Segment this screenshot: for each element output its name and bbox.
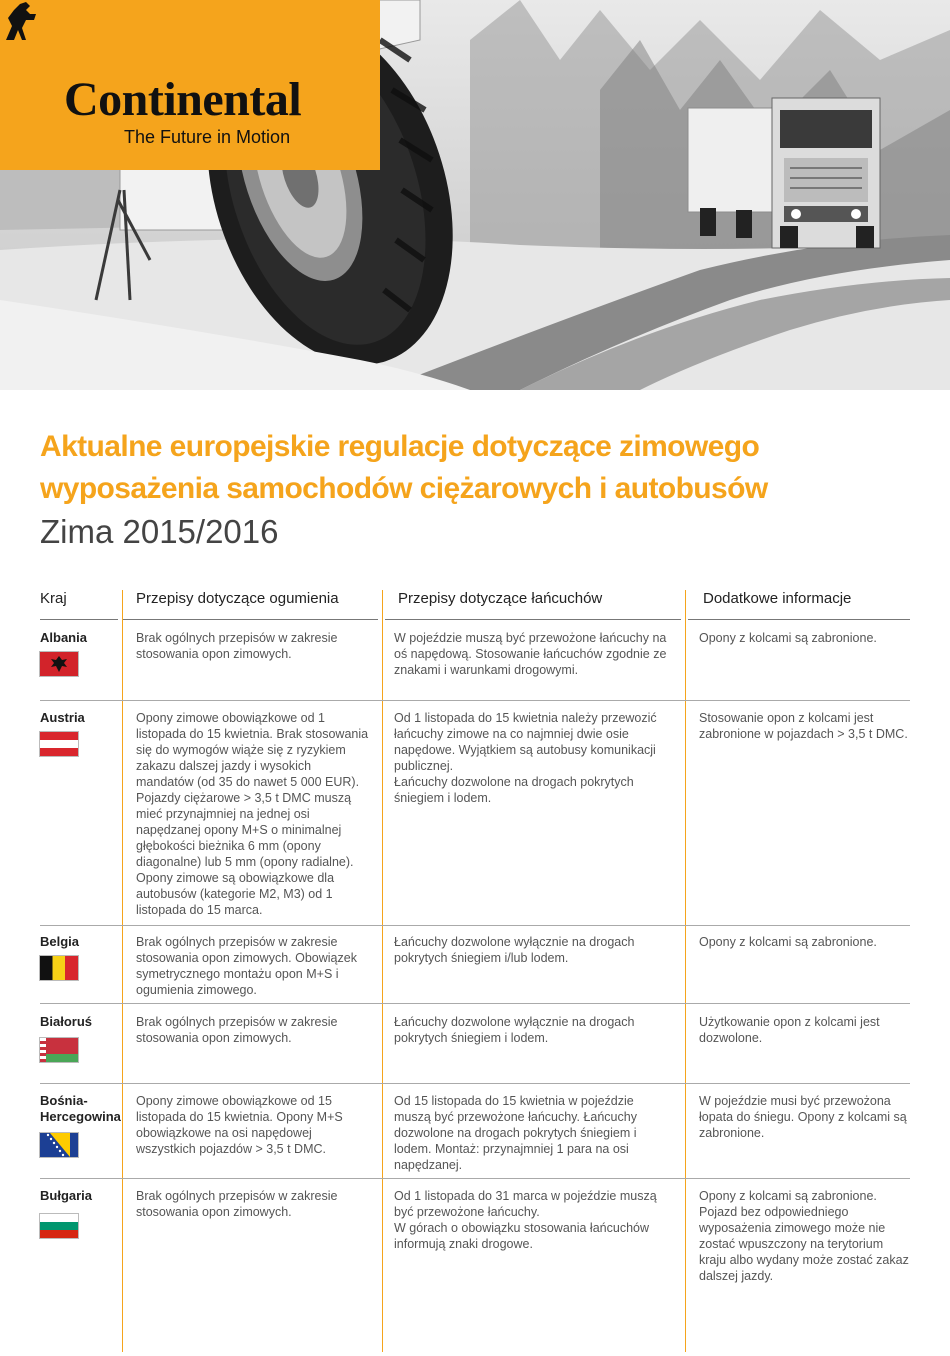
country-name: Albania <box>40 630 87 645</box>
chains-rule: Łańcuchy dozwolone wyłącznie na drogach pokrytych śniegiem i lodem. <box>394 1015 635 1045</box>
tires-rule: Brak ogólnych przepisów w zakresie stosowania opon zimowych. Obowiązek symetrycznego montażu opon M+S i ogumienia zimowego. <box>136 935 357 997</box>
country-name: Białoruś <box>40 1014 93 1029</box>
tires-rule: Brak ogólnych przepisów w zakresie stosowania opon zimowych. <box>136 631 338 661</box>
eagle-icon <box>40 652 78 676</box>
chains-rule: Od 1 listopada do 31 marca w pojeździe muszą być przewożone łańcuchy. W górach o obowiązku stosowania łańcuchów informują znaki drogowe. <box>394 1189 657 1251</box>
season-subtitle: Zima 2015/2016 <box>40 513 279 550</box>
country-name: Austria <box>40 710 85 725</box>
flag-triangle <box>40 1133 78 1157</box>
chains-rule: W pojeździe muszą być przewożone łańcuchy na oś napędową. Stosowanie łańcuchów zgodnie ze znakami i warunkami drogowymi. <box>394 631 667 677</box>
row-divider <box>40 1003 910 1004</box>
chains-rule: Od 1 listopada do 15 kwietnia należy przewozić łańcuchy zimowe na co najmniej dwie osie napędowe. Wyjątkiem są autobusy komunikacji publicznej. Łańcuchy dozwolone na drogach pokrytych śniegiem i lodem. <box>394 711 657 805</box>
title-line-1: Aktualne europejskie regulacje dotyczące zimowego <box>40 430 760 463</box>
divider <box>385 619 681 620</box>
tires-rule: Opony zimowe obowiązkowe od 1 listopada do 15 kwietnia. Brak stosowania się do wymogów wiąże się z ryzykiem zakazu dalszej jazdy i wysokich mandatów (od 35 do nawet 5 000 EUR). Pojazdy ciężarowe > 3,5 t DMC muszą mieć przynajmniej na jednej osi napędzanej opony M+S o minimalnej głębokości bieżnika 6 mm (opony diagonalne) lub 5 mm (opony radialne). Opony zimowe są obowiązkowe dla autobusów (kategorie M2, M3) od 1 listopada do 15 marca. <box>136 711 369 917</box>
logo-box <box>0 0 380 170</box>
row-divider <box>40 700 910 701</box>
chains-rule: Od 15 listopada do 15 kwietnia w pojeździe muszą być przewożone łańcuchy. Łańcuchy dozwolone na drogach pokrytych śniegiem i lodem. Montaż: przynajmniej 1 para na osi napędzanej. <box>394 1094 637 1172</box>
column-divider <box>685 590 686 1352</box>
country-name: Belgia <box>40 934 80 949</box>
row-divider <box>40 1083 910 1084</box>
row-divider <box>40 925 910 926</box>
brand-tagline: The Future in Motion <box>124 127 291 147</box>
divider <box>123 619 378 620</box>
flag-ornament <box>40 1038 46 1062</box>
hero-image <box>0 0 950 390</box>
additional-info: Opony z kolcami są zabronione. <box>699 631 877 645</box>
header-chains: Przepisy dotyczące łańcuchów <box>398 590 603 607</box>
table-header <box>0 590 950 620</box>
flag-austria <box>40 732 78 756</box>
column-divider <box>122 590 123 1352</box>
flag-bulgaria <box>40 1214 78 1238</box>
horse-icon <box>0 0 40 42</box>
tires-rule: Brak ogólnych przepisów w zakresie stosowania opon zimowych. <box>136 1015 338 1045</box>
flag-belgium <box>40 956 78 980</box>
tires-rule: Brak ogólnych przepisów w zakresie stosowania opon zimowych. <box>136 1189 338 1219</box>
tires-rule: Opony zimowe obowiązkowe od 15 listopada do 15 kwietnia. Opony M+S obowiązkowe na osi napędowej wszystkich pojazdów > 3,5 t DMC. <box>136 1094 343 1156</box>
additional-info: Opony z kolcami są zabronione. Pojazd bez odpowiedniego wyposażenia zimowego może nie zostać wpuszczony na terytorium kraju albo wydany może zostać zakaz dalszej jazdy. <box>699 1189 909 1283</box>
column-divider <box>382 590 383 1352</box>
additional-info: Opony z kolcami są zabronione. <box>699 935 877 949</box>
additional-info: Stosowanie opon z kolcami jest zabronione w pojazdach > 3,5 t DMC. <box>699 711 908 741</box>
additional-info: W pojeździe musi być przewożona łopata do śniegu. Opony z kolcami są zabronione. <box>699 1094 907 1140</box>
header-country: Kraj <box>40 590 67 607</box>
header-tires: Przepisy dotyczące ogumienia <box>136 590 339 607</box>
country-name: Bośnia-Hercegowina <box>40 1093 121 1124</box>
divider <box>688 619 910 620</box>
flag-albania <box>40 652 78 676</box>
header-info: Dodatkowe informacje <box>703 590 852 607</box>
divider <box>40 619 118 620</box>
title-line-2: wyposażenia samochodów ciężarowych i autobusów <box>40 472 768 505</box>
chains-rule: Łańcuchy dozwolone wyłącznie na drogach pokrytych śniegiem i/lub lodem. <box>394 935 635 965</box>
country-name: Bułgaria <box>40 1188 93 1203</box>
row-divider <box>40 1178 910 1179</box>
page-title <box>40 426 920 510</box>
additional-info: Użytkowanie opon z kolcami jest dozwolone. <box>699 1015 880 1045</box>
flag-belarus <box>40 1038 78 1062</box>
flag-bosnia <box>40 1133 78 1157</box>
brand-logo: Continental <box>64 73 302 126</box>
